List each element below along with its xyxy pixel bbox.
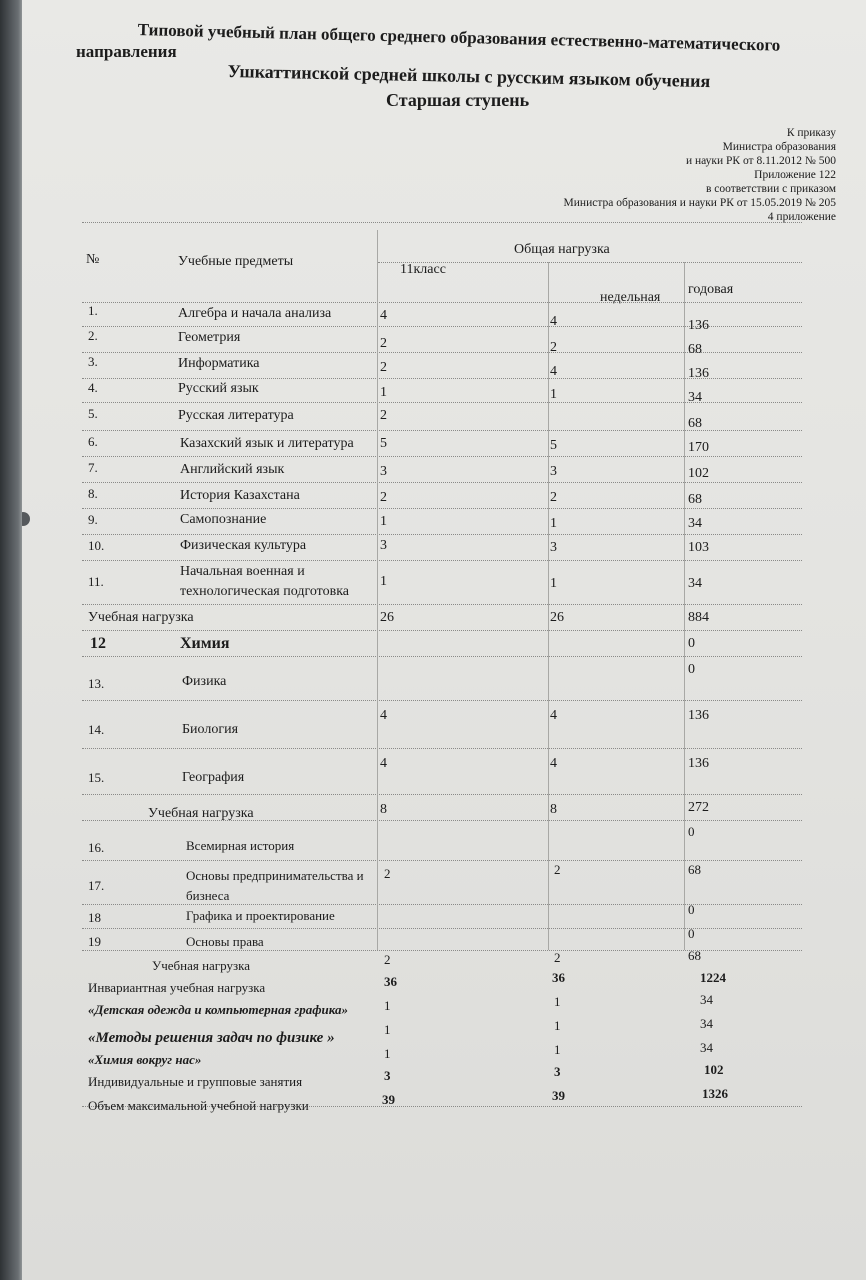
title-line-2: направления <box>76 42 177 61</box>
grade-hours: 26 <box>380 610 394 625</box>
grade-hours: 3 <box>384 1068 391 1083</box>
subject-name: Графика и проектирование <box>186 908 335 923</box>
ref-line: Министра образования и науки РК от 15.05.2019 № 205 <box>563 197 836 209</box>
annual-hours: 272 <box>688 800 709 815</box>
grade-hours: 8 <box>380 802 387 817</box>
grade-hours: 1 <box>384 1022 391 1037</box>
annual-hours: 0 <box>688 926 695 941</box>
stage-title: Старшая ступень <box>386 90 530 110</box>
grade-hours: 3 <box>380 538 387 553</box>
row-number: 15. <box>88 770 105 785</box>
weekly-hours: 4 <box>550 314 557 329</box>
subject-name: Химия <box>180 635 230 652</box>
weekly-hours: 4 <box>550 364 557 379</box>
col-header-subjects: Учебные предметы <box>178 254 294 269</box>
grade-hours: 39 <box>382 1092 395 1107</box>
annual-hours: 68 <box>688 862 701 877</box>
ref-line: и науки РК от 8.11.2012 № 500 <box>685 155 836 167</box>
grade-hours: 1 <box>380 574 387 589</box>
grade-hours: 36 <box>384 974 397 989</box>
col-header-annual: годовая <box>688 282 734 297</box>
weekly-hours: 8 <box>550 802 557 817</box>
school-name: Ушкаттинской средней школы с русским языком обучения <box>227 61 711 92</box>
grade-hours: 2 <box>380 490 387 505</box>
subject-name: География <box>182 770 245 785</box>
grade-hours: 2 <box>380 336 387 351</box>
weekly-hours: 5 <box>550 438 557 453</box>
subject-name-line-2: бизнеса <box>186 888 230 903</box>
row-number: 6. <box>88 434 98 449</box>
subject-name-line-1: Начальная военная и <box>180 564 305 579</box>
ref-line: в соответствии с приказом <box>706 183 836 195</box>
grade-hours: 2 <box>384 866 391 881</box>
grade-hours: 1 <box>384 998 391 1013</box>
grade-hours: 5 <box>380 436 387 451</box>
subject-name: Физика <box>182 674 227 689</box>
grade-hours: 3 <box>380 464 387 479</box>
annual-hours: 34 <box>688 576 702 591</box>
weekly-hours: 1 <box>554 1042 561 1057</box>
row-number: 2. <box>88 328 98 343</box>
subject-name: Казахский язык и литература <box>180 436 354 451</box>
subject-name: Геометрия <box>178 330 241 345</box>
row-number: 9. <box>88 512 98 527</box>
weekly-hours: 4 <box>550 708 557 723</box>
row-number: 8. <box>88 486 98 501</box>
row-number: 16. <box>88 840 105 855</box>
annual-hours: 34 <box>688 516 702 531</box>
row-number: 1. <box>88 303 98 318</box>
punch-hole <box>22 512 30 526</box>
weekly-hours: 39 <box>552 1088 565 1103</box>
annual-hours: 1224 <box>700 970 726 985</box>
weekly-hours: 1 <box>550 516 557 531</box>
annual-hours: 170 <box>688 440 709 455</box>
annual-hours: 103 <box>688 540 709 555</box>
annual-hours: 102 <box>688 466 709 481</box>
subject-name: Физическая культура <box>180 538 307 553</box>
annual-hours: 68 <box>688 492 702 507</box>
annual-hours: 884 <box>688 610 709 625</box>
annual-hours: 136 <box>688 366 709 381</box>
elective-label: «Детская одежда и компьютерная графика» <box>88 1002 348 1017</box>
total-label: Индивидуальные и групповые занятия <box>88 1074 303 1089</box>
row-number: 11. <box>88 574 104 589</box>
row-number: 14. <box>88 722 105 737</box>
subject-name: Русская литература <box>178 408 294 423</box>
subject-name: Английский язык <box>180 462 285 477</box>
weekly-hours: 1 <box>550 576 557 591</box>
row-number: 13. <box>88 676 105 691</box>
col-header-weekly: недельная <box>600 290 661 305</box>
annual-hours: 102 <box>704 1062 724 1077</box>
grade-hours: 4 <box>380 756 387 771</box>
subtotal-label: Учебная нагрузка <box>148 806 254 821</box>
ref-line: Приложение 122 <box>754 169 836 181</box>
row-number: 10. <box>88 538 105 553</box>
ref-line: Министра образования <box>722 141 836 153</box>
annual-hours: 136 <box>688 756 709 771</box>
weekly-hours: 1 <box>554 994 561 1009</box>
annual-hours: 0 <box>688 636 695 651</box>
row-number: 7. <box>88 460 98 475</box>
ref-line: К приказу <box>786 127 836 139</box>
annual-hours: 0 <box>688 902 695 917</box>
ref-line: 4 приложение <box>767 211 836 223</box>
weekly-hours: 2 <box>554 950 561 965</box>
grade-hours: 2 <box>380 360 387 375</box>
annual-hours: 34 <box>700 1040 713 1055</box>
subject-name: Основы права <box>186 934 264 949</box>
subject-name-line-2: технологическая подготовка <box>180 584 350 599</box>
weekly-hours: 2 <box>550 490 557 505</box>
weekly-hours: 3 <box>550 464 557 479</box>
order-references <box>564 126 836 224</box>
subject-name: Самопознание <box>180 512 267 527</box>
subject-name: Биология <box>182 722 239 737</box>
weekly-hours: 3 <box>550 540 557 555</box>
weekly-hours: 26 <box>550 610 564 625</box>
annual-hours: 0 <box>688 824 695 839</box>
row-number: 17. <box>88 878 105 893</box>
row-number: 12 <box>90 635 106 652</box>
annual-hours: 68 <box>688 416 702 431</box>
weekly-hours: 3 <box>554 1064 561 1079</box>
row-number: 3. <box>88 354 98 369</box>
subject-name: История Казахстана <box>180 488 300 503</box>
grade-hours: 1 <box>380 514 387 529</box>
col-header-total: Общая нагрузка <box>514 242 610 257</box>
row-number: 4. <box>88 380 98 395</box>
row-number: 5. <box>88 406 98 421</box>
weekly-hours: 1 <box>550 387 557 402</box>
grade-hours: 4 <box>380 708 387 723</box>
col-header-number: № <box>86 252 100 267</box>
document-page <box>22 0 866 1280</box>
annual-hours: 136 <box>688 318 709 333</box>
elective-label: «Методы решения задач по физике » <box>88 1030 335 1046</box>
title-line-1: Типовой учебный план общего среднего образования естественно-математического <box>137 20 781 55</box>
weekly-hours: 2 <box>554 862 561 877</box>
subject-name: Алгебра и начала анализа <box>178 306 332 321</box>
grade-hours: 2 <box>380 408 387 423</box>
annual-hours: 68 <box>688 948 701 963</box>
annual-hours: 0 <box>688 662 695 677</box>
subtotal-label: Учебная нагрузка <box>88 610 194 625</box>
subject-name: Всемирная история <box>186 838 295 853</box>
annual-hours: 68 <box>688 342 702 357</box>
annual-hours: 1326 <box>702 1086 728 1101</box>
annual-hours: 136 <box>688 708 709 723</box>
subject-name: Информатика <box>178 356 260 371</box>
weekly-hours: 36 <box>552 970 565 985</box>
weekly-hours: 2 <box>550 340 557 355</box>
grade-hours: 1 <box>384 1046 391 1061</box>
grade-hours: 4 <box>380 308 387 323</box>
annual-hours: 34 <box>688 390 702 405</box>
subject-name-line-1: Основы предпринимательства и <box>186 868 364 883</box>
total-label: Объем максимальной учебной нагрузки <box>88 1098 309 1113</box>
row-number: 19 <box>88 934 101 949</box>
subtotal-label: Учебная нагрузка <box>152 958 250 973</box>
annual-hours: 34 <box>700 992 713 1007</box>
grade-hours: 2 <box>384 952 391 967</box>
weekly-hours: 1 <box>554 1018 561 1033</box>
subject-name: Русский язык <box>178 381 259 396</box>
elective-label: «Химия вокруг нас» <box>88 1052 202 1067</box>
annual-hours: 34 <box>700 1016 713 1031</box>
row-number: 18 <box>88 910 101 925</box>
grade-hours: 1 <box>380 385 387 400</box>
col-header-grade: 11класс <box>400 262 446 277</box>
total-label: Инвариантная учебная нагрузка <box>88 980 266 995</box>
weekly-hours: 4 <box>550 756 557 771</box>
